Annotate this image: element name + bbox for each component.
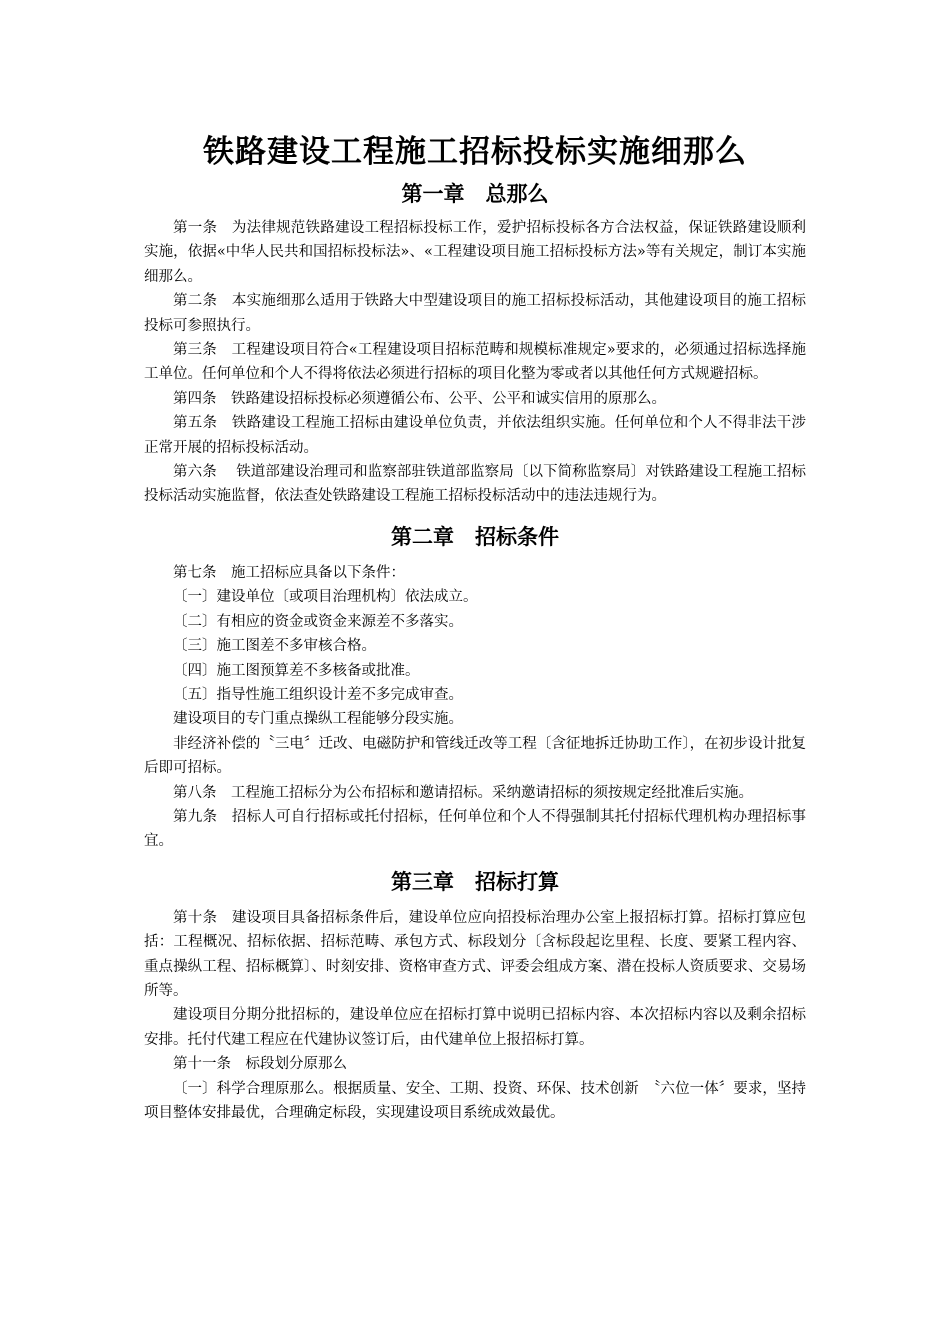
condition-item-2 [144,610,806,634]
article-label: 第九条 [173,808,232,825]
condition-item-1 [144,585,806,609]
paragraph-relocation-note [144,732,806,781]
article-text: 工程建设项目符合«工程建设项目招标范畴和规模标准规定»要求的，必须通过招标选择施工单位。任何单位和个人不得将依法必须进行招标的项目化整为零或者以其他任何方式规避招标。 [144,342,807,383]
article-10 [144,906,806,1004]
condition-item-3 [144,634,806,658]
chapter-heading-2: 第二章 招标条件 [391,524,559,549]
document-title: 铁路建设工程施工招标投标实施细那么 [203,134,747,170]
paragraph-text: 建设项目分期分批招标的，建设单位应在招标打算中说明已招标内容、本次招标内容以及剩余招标安排。托付代建工程应在代建协议签订后，由代建单位上报招标打算。 [144,1007,806,1048]
article-11 [144,1052,806,1076]
document-body [144,130,806,1125]
article-label: 第七条 [173,564,231,581]
article-label: 第五条 [173,415,232,432]
chapter-heading-3: 第三章 招标打算 [391,869,559,894]
condition-item-5 [144,683,806,707]
chapter-heading-1: 第一章 总那么 [401,182,549,206]
article-label: 第十条 [173,909,232,926]
article-text: 铁路建设工程施工招标由建设单位负责，并依法组织实施。任何单位和个人不得非法干涉正常开展的招标投标活动。 [144,415,806,456]
paragraph-segment-note [144,707,806,731]
article-text: 铁路建设招标投标必须遵循公布、公平、公平和诚实信用的原那么。 [231,390,666,407]
article-text: 工程施工招标分为公布招标和邀请招标。采纳邀请招标的须按规定经批准后实施。 [231,784,753,801]
article-text: 招标人可自行招标或托付招标，任何单位和个人不得强制其托付招标代理机构办理招标事宜。 [144,808,806,850]
article-5 [144,411,806,460]
article-label: 第三条 [173,342,232,359]
paragraph-phased-bidding [144,1003,806,1052]
article-3 [144,338,806,387]
article-label: 第一条 [173,220,232,236]
article-label: 第八条 [173,784,231,801]
article-9 [144,805,806,854]
article-text: 为法律规范铁路建设工程招标投标工作，爱护招标投标各方合法权益，保证铁路建设顺利实施，依据«中华人民共和国招标投标法»、«工程建设项目施工招标投标方法»等有关规定，制订本实施细那么。 [144,220,806,285]
article-6 [144,460,806,509]
condition-text: 〔二〕有相应的资金或资金来源差不多落实。 [173,613,463,630]
article-7 [144,561,806,585]
paragraph-text: 建设项目的专门重点操纵工程能够分段实施。 [173,711,463,728]
condition-text: 〔三〕施工图差不多审核合格。 [173,638,376,655]
article-4 [144,387,806,411]
paragraph-text: 非经济补偿的〝三电〞迁改、电磁防护和管线迁改等工程〔含征地拆迁协助工作〕，在初步设计批复后即可招标。 [144,735,806,777]
article-text: 铁道部建设治理司和监察部驻铁道部监察局〔以下简称监察局〕对铁路建设工程施工招标投标活动实施监督，依法查处铁路建设工程施工招标投标活动中的违法违规行为。 [144,464,807,505]
article-1 [144,216,806,289]
principle-text: 〔一〕科学合理原那么。根据质量、安全、工期、投资、环保、技术创新 〝六位一体〞要求，坚持项目整体安排最优，合理确定标段，实现建设项目系统成效最优。 [144,1080,806,1121]
article-text: 施工招标应具备以下条件： [231,564,405,581]
article-label: 第二条 [173,293,232,310]
condition-item-4 [144,659,806,683]
condition-text: 〔一〕建设单位〔或项目治理机构〕依法成立。 [173,589,478,606]
article-text: 建设项目具备招标条件后，建设单位应向招投标治理办公室上报招标打算。招标打算应包括：工程概况、招标依据、招标范畴、承包方式、标段划分〔含标段起讫里程、长度、要紧工程内容、重点操纵工程、招标概算〕、时刻安排、资格审查方式、评委会组成方案、潜在投标人资质要求、交易场所等。 [144,909,806,999]
article-label: 第四条 [173,390,231,407]
condition-text: 〔五〕指导性施工组织设计差不多完成审查。 [173,686,463,703]
condition-text: 〔四〕施工图预算差不多核备或批准。 [173,662,420,679]
article-label: 第六条 [173,464,237,481]
article-2 [144,289,806,338]
article-text: 本实施细那么适用于铁路大中型建设项目的施工招标投标活动，其他建设项目的施工招标投标可参照执行。 [144,293,806,334]
article-label: 第十一条 [173,1056,246,1073]
principle-item-1 [144,1077,806,1126]
article-8 [144,781,806,805]
article-text: 标段划分原那么 [245,1056,347,1073]
